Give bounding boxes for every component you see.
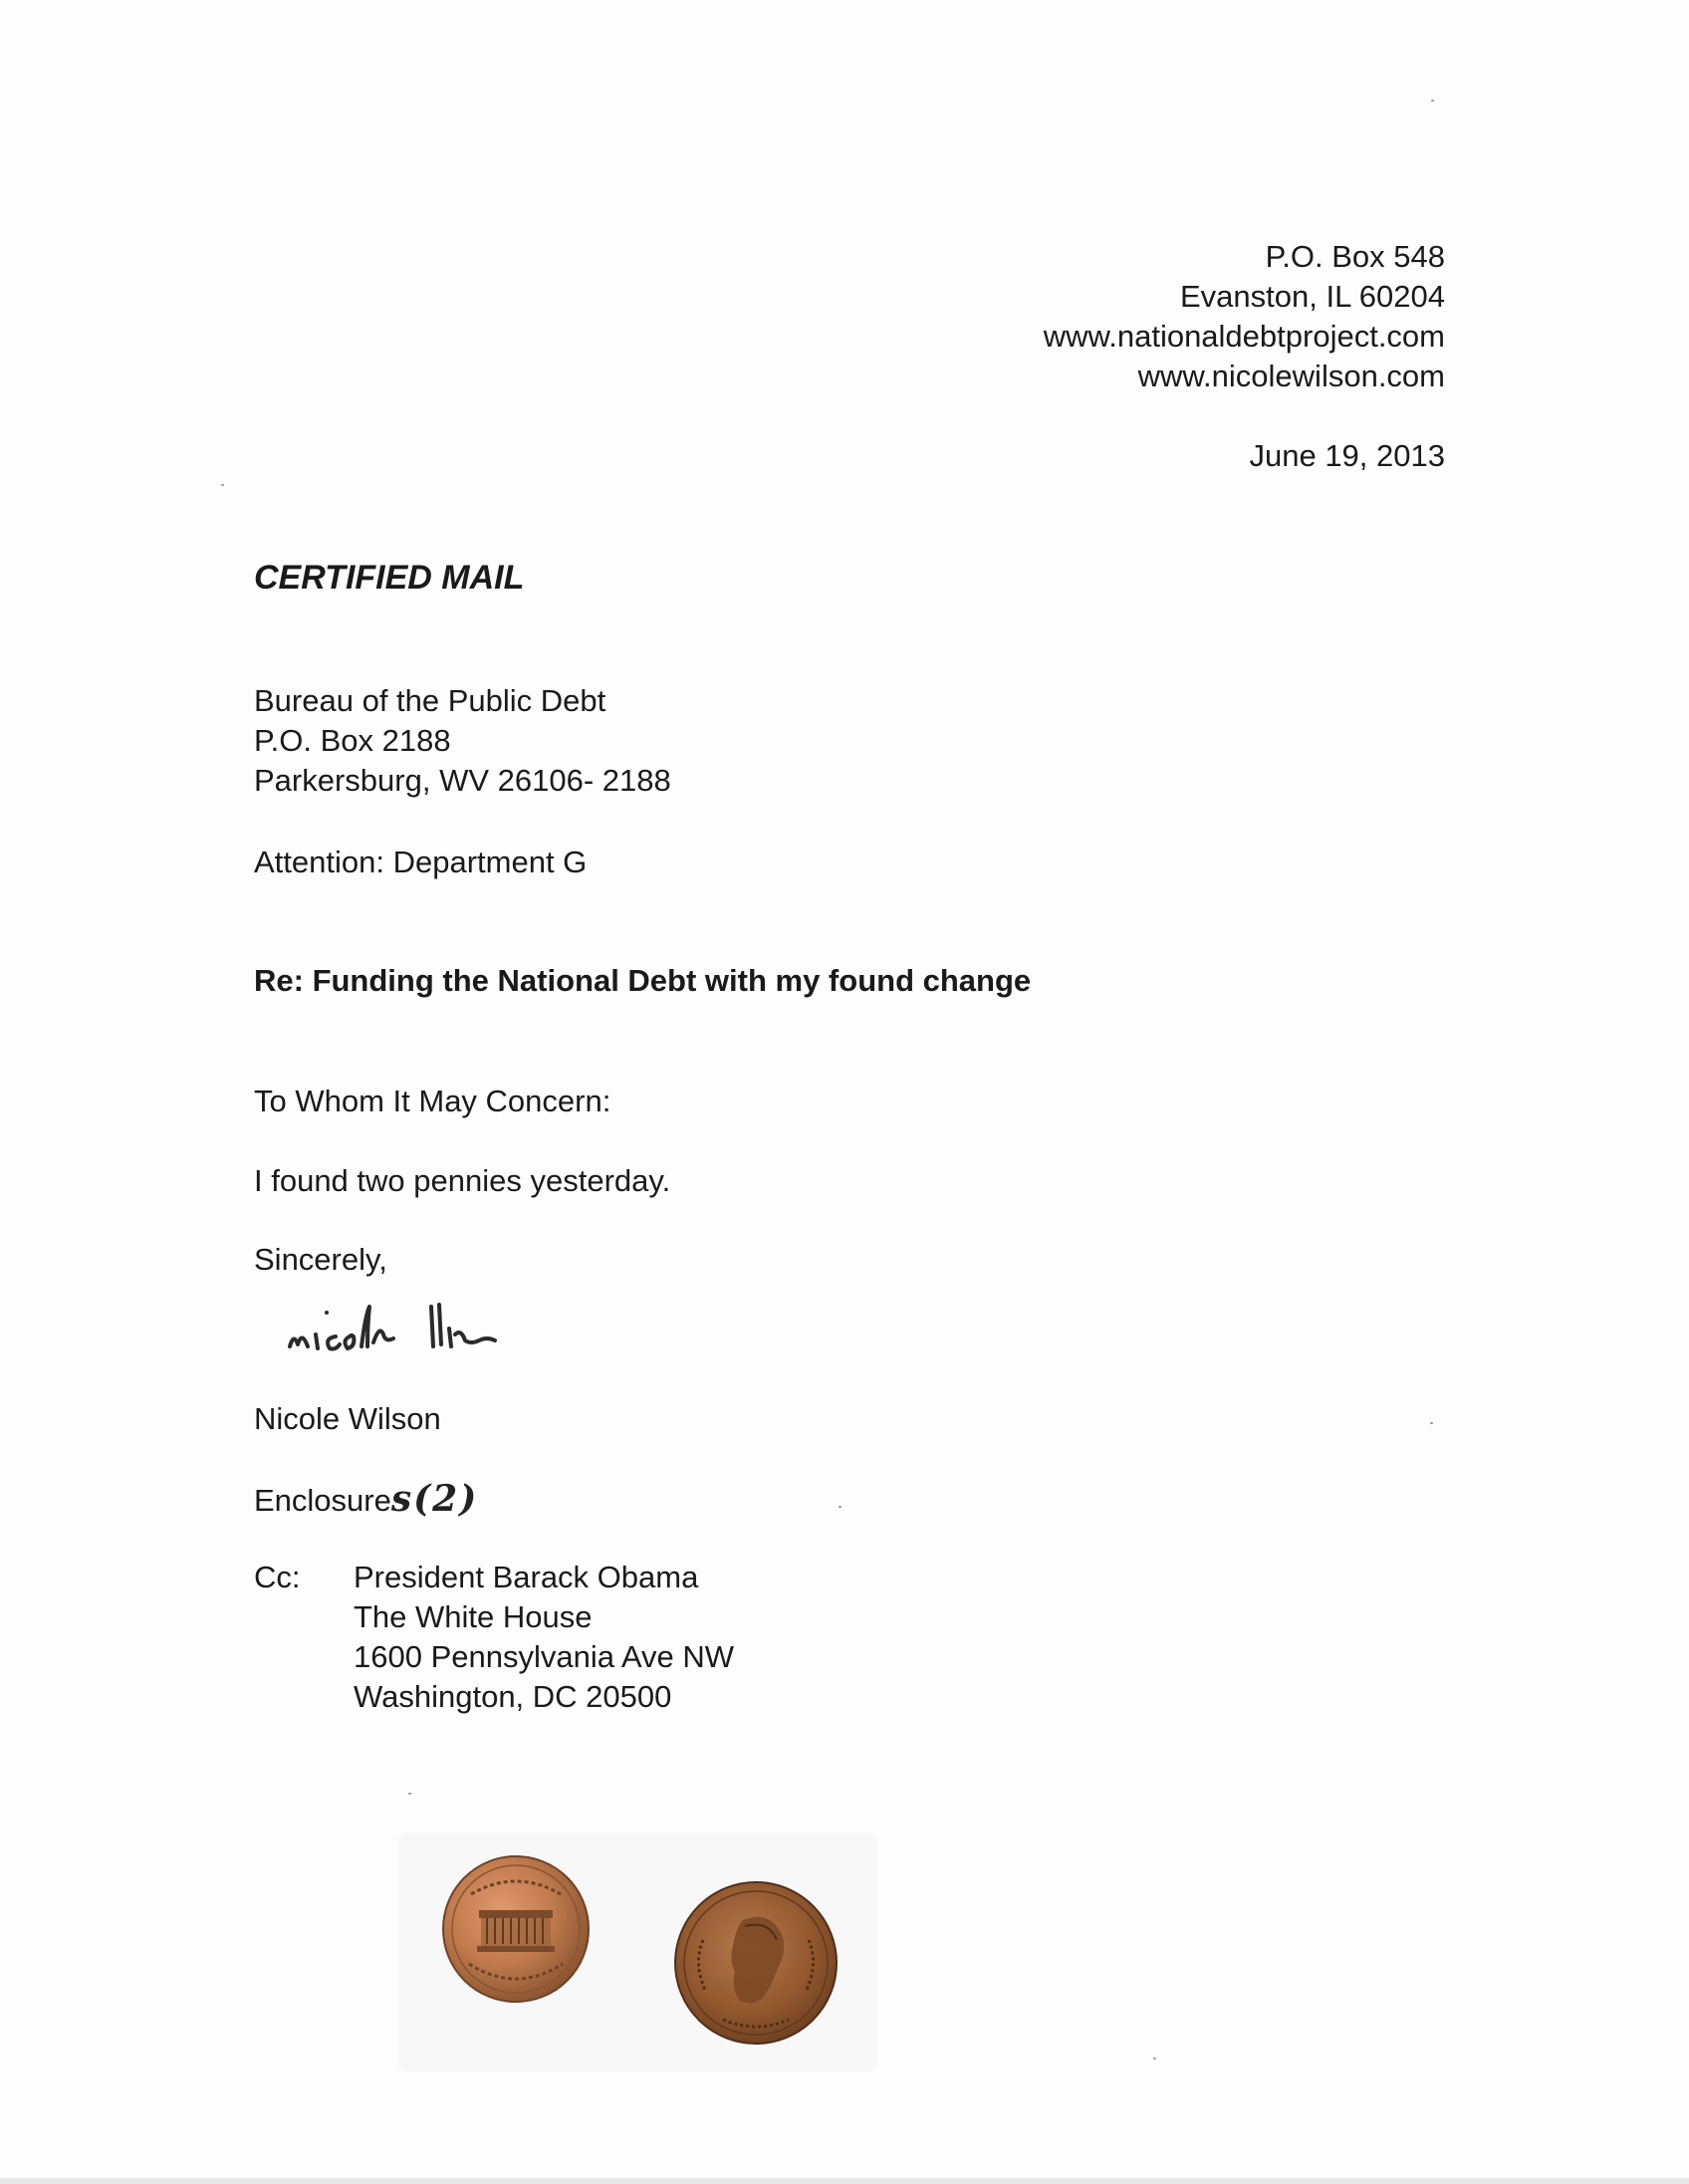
sender-address-line: P.O. Box 548 <box>1265 239 1445 274</box>
handwritten-signature <box>284 1285 603 1384</box>
paper-speck <box>839 1506 842 1508</box>
cc-line: President Barack Obama <box>354 1560 699 1594</box>
penny-obverse-image <box>673 1880 839 2046</box>
signer-name: Nicole Wilson <box>254 1401 441 1436</box>
paper-speck <box>1153 2058 1156 2060</box>
subject-line: Re: Funding the National Debt with my found change <box>254 963 1032 998</box>
mail-type-heading: CERTIFIED MAIL <box>254 559 525 597</box>
recipient-address <box>254 681 671 801</box>
cc-line: The White House <box>354 1599 593 1634</box>
paper-speck <box>1431 100 1434 102</box>
scan-bottom-edge <box>0 2178 1689 2184</box>
attention-line: Attention: Department G <box>254 845 588 879</box>
recipient-address-line: Bureau of the Public Debt <box>254 683 606 718</box>
letter-body: I found two pennies yesterday. <box>254 1163 671 1198</box>
enclosure-label: Enclosure <box>254 1483 391 1518</box>
enclosure-handwritten-note: s(2) <box>390 1478 479 1520</box>
enclosure-line <box>254 1479 478 1521</box>
sender-address <box>1044 237 1445 396</box>
penny-reverse-image <box>441 1854 591 2004</box>
paper-speck <box>1430 1422 1433 1424</box>
cc-label: Cc: <box>254 1560 301 1594</box>
paper-speck <box>221 484 224 486</box>
sender-website-line: www.nicolewilson.com <box>1137 359 1445 393</box>
sender-address-line: Evanston, IL 60204 <box>1180 279 1445 314</box>
recipient-address-line: Parkersburg, WV 26106- 2188 <box>254 763 671 798</box>
cc-address <box>354 1558 734 1717</box>
recipient-address-line: P.O. Box 2188 <box>254 723 451 758</box>
sender-website-line: www.nationaldebtproject.com <box>1043 319 1445 354</box>
closing: Sincerely, <box>254 1242 387 1277</box>
paper-speck <box>408 1793 411 1795</box>
salutation: To Whom It May Concern: <box>254 1084 611 1118</box>
letter-date: June 19, 2013 <box>1249 438 1445 473</box>
cc-line: Washington, DC 20500 <box>354 1679 672 1714</box>
cc-line: 1600 Pennsylvania Ave NW <box>354 1639 734 1674</box>
